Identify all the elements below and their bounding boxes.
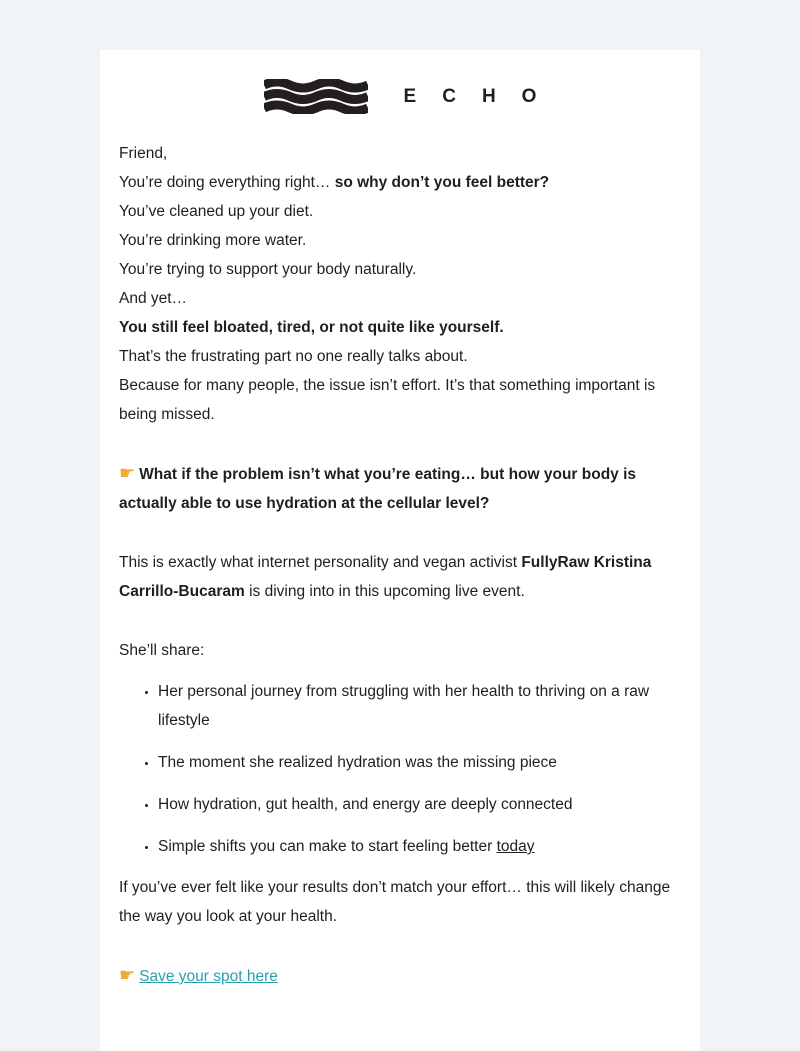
list-item-missing-piece: • The moment she realized hydration was the missing piece	[158, 748, 681, 777]
list-item-journey: • Her personal journey from struggling with her health to thriving on a raw lifestyle	[158, 677, 681, 735]
pointing-hand-icon: ☛	[119, 965, 136, 985]
paragraph-bloated-tired: You still feel bloated, tired, or not quite like yourself.	[119, 319, 504, 336]
paragraph-hydration-question: ☛ What if the problem isn’t what you’re eating… but how your body is actually able to use hydration at the cellular level?	[119, 463, 637, 512]
greeting-text: Friend,	[119, 145, 168, 162]
list-item-connected: • How hydration, gut health, and energy are deeply connected	[158, 790, 681, 819]
paragraph-diet: You’ve cleaned up your diet.	[119, 203, 314, 220]
email-body	[119, 139, 681, 991]
pointing-hand-icon: ☛	[119, 463, 136, 483]
paragraph-shell-share: She’ll share:	[119, 642, 205, 659]
paragraph-feel-better: You’re doing everything right… so why don’t you feel better?	[119, 174, 550, 191]
brand-name: ECHO	[403, 85, 563, 107]
paragraph-something-missed: Because for many people, the issue isn’t effort. It’s that something important is being missed.	[119, 377, 656, 423]
brand-logo[interactable]	[119, 78, 681, 114]
waves-icon	[264, 79, 368, 114]
paragraph-support-body: You’re trying to support your body naturally.	[119, 261, 417, 278]
save-spot-link[interactable]: Save your spot here	[139, 968, 278, 985]
email-card	[100, 50, 700, 1051]
cta-row	[119, 961, 681, 991]
underlined-today: today	[496, 838, 535, 855]
share-list	[119, 677, 681, 861]
list-item-simple-shifts: • Simple shifts you can make to start feeling better today	[158, 832, 681, 861]
paragraph-frustrating: That’s the frustrating part no one really talks about.	[119, 348, 468, 365]
paragraph-results-effort: If you’ve ever felt like your results don’t match your effort… this will likely change the way you look at your health.	[119, 879, 671, 925]
paragraph-water: You’re drinking more water.	[119, 232, 307, 249]
paragraph-and-yet: And yet…	[119, 290, 188, 307]
paragraph-kristina: This is exactly what internet personality and vegan activist FullyRaw Kristina Carrillo-Bucaram is diving into in this upcoming live event.	[119, 554, 652, 600]
